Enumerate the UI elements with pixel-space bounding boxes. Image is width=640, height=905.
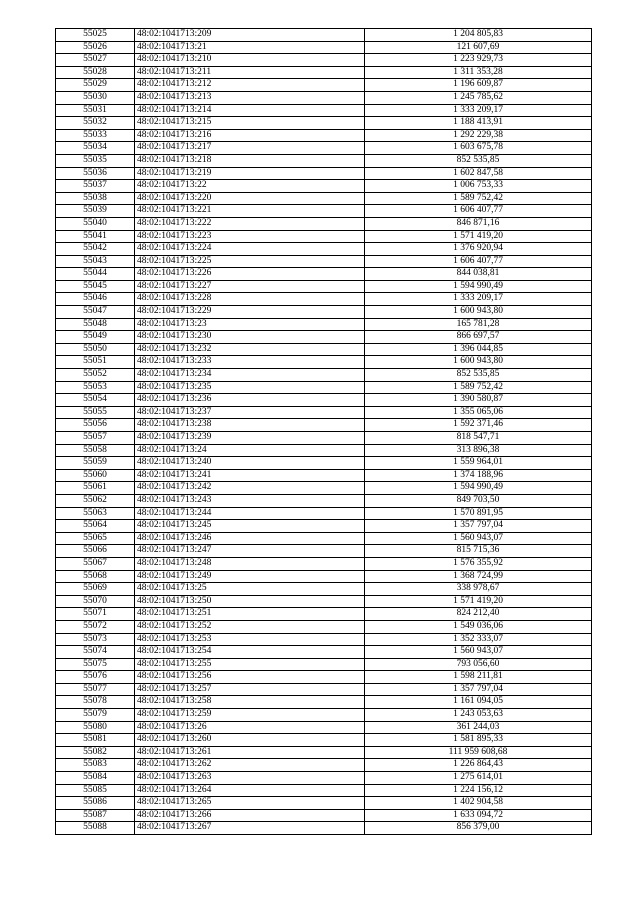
cadastral-number-cell: 48:02:1041713:244 bbox=[135, 507, 365, 520]
table-row bbox=[56, 230, 592, 243]
cadastral-value-cell: 1 603 675,78 bbox=[365, 142, 592, 155]
row-number-cell: 55047 bbox=[56, 306, 135, 319]
cadastral-number-cell: 48:02:1041713:229 bbox=[135, 306, 365, 319]
cadastral-value-cell: 1 357 797,04 bbox=[365, 683, 592, 696]
cadastral-number-cell: 48:02:1041713:265 bbox=[135, 797, 365, 810]
cadastral-value-cell: 1 592 371,46 bbox=[365, 419, 592, 432]
row-number-cell: 55034 bbox=[56, 142, 135, 155]
cadastral-number-cell: 48:02:1041713:241 bbox=[135, 469, 365, 482]
table-row bbox=[56, 318, 592, 331]
cadastral-number-cell: 48:02:1041713:246 bbox=[135, 532, 365, 545]
row-number-cell: 55082 bbox=[56, 746, 135, 759]
cadastral-value-cell: 1 606 407,77 bbox=[365, 255, 592, 268]
cadastral-value-cell: 1 560 943,07 bbox=[365, 646, 592, 659]
row-number-cell: 55039 bbox=[56, 205, 135, 218]
row-number-cell: 55085 bbox=[56, 784, 135, 797]
row-number-cell: 55027 bbox=[56, 54, 135, 67]
cadastral-number-cell: 48:02:1041713:211 bbox=[135, 66, 365, 79]
cadastral-value-cell: 165 781,28 bbox=[365, 318, 592, 331]
row-number-cell: 55060 bbox=[56, 469, 135, 482]
table-row bbox=[56, 721, 592, 734]
cadastral-number-cell: 48:02:1041713:243 bbox=[135, 494, 365, 507]
row-number-cell: 55035 bbox=[56, 154, 135, 167]
cadastral-value-cell: 793 056,60 bbox=[365, 658, 592, 671]
row-number-cell: 55073 bbox=[56, 633, 135, 646]
cadastral-value-cell: 1 606 407,77 bbox=[365, 205, 592, 218]
cadastral-number-cell: 48:02:1041713:252 bbox=[135, 620, 365, 633]
table-row bbox=[56, 280, 592, 293]
row-number-cell: 55077 bbox=[56, 683, 135, 696]
row-number-cell: 55062 bbox=[56, 494, 135, 507]
cadastral-number-cell: 48:02:1041713:232 bbox=[135, 343, 365, 356]
row-number-cell: 55029 bbox=[56, 79, 135, 92]
row-number-cell: 55059 bbox=[56, 457, 135, 470]
table-row bbox=[56, 117, 592, 130]
cadastral-number-cell: 48:02:1041713:264 bbox=[135, 784, 365, 797]
table-row bbox=[56, 633, 592, 646]
row-number-cell: 55052 bbox=[56, 369, 135, 382]
table-row bbox=[56, 671, 592, 684]
row-number-cell: 55033 bbox=[56, 129, 135, 142]
cadastral-value-cell: 1 549 036,06 bbox=[365, 620, 592, 633]
cadastral-value-cell: 1 602 847,58 bbox=[365, 167, 592, 180]
row-number-cell: 55038 bbox=[56, 192, 135, 205]
cadastral-value-cell: 1 571 419,20 bbox=[365, 595, 592, 608]
row-number-cell: 55067 bbox=[56, 557, 135, 570]
table-row bbox=[56, 369, 592, 382]
table-row bbox=[56, 482, 592, 495]
cadastral-value-cell: 1 594 990,49 bbox=[365, 280, 592, 293]
cadastral-value-cell: 1 204 805,83 bbox=[365, 29, 592, 42]
cadastral-number-cell: 48:02:1041713:26 bbox=[135, 721, 365, 734]
row-number-cell: 55086 bbox=[56, 797, 135, 810]
cadastral-number-cell: 48:02:1041713:212 bbox=[135, 79, 365, 92]
cadastral-value-cell: 1 006 753,33 bbox=[365, 180, 592, 193]
row-number-cell: 55036 bbox=[56, 167, 135, 180]
table-row bbox=[56, 570, 592, 583]
cadastral-value-cell: 1 188 413,91 bbox=[365, 117, 592, 130]
cadastral-value-cell: 338 978,67 bbox=[365, 583, 592, 596]
row-number-cell: 55045 bbox=[56, 280, 135, 293]
cadastral-value-cell: 1 560 943,07 bbox=[365, 532, 592, 545]
row-number-cell: 55075 bbox=[56, 658, 135, 671]
cadastral-value-cell: 111 959 608,68 bbox=[365, 746, 592, 759]
row-number-cell: 55083 bbox=[56, 759, 135, 772]
table-row bbox=[56, 646, 592, 659]
table-row bbox=[56, 557, 592, 570]
table-row bbox=[56, 507, 592, 520]
cadastral-value-cell: 852 535,85 bbox=[365, 369, 592, 382]
cadastral-value-cell: 1 571 419,20 bbox=[365, 230, 592, 243]
row-number-cell: 55069 bbox=[56, 583, 135, 596]
table-row bbox=[56, 709, 592, 722]
cadastral-number-cell: 48:02:1041713:256 bbox=[135, 671, 365, 684]
table-row bbox=[56, 293, 592, 306]
row-number-cell: 55070 bbox=[56, 595, 135, 608]
table-row bbox=[56, 658, 592, 671]
cadastral-number-cell: 48:02:1041713:216 bbox=[135, 129, 365, 142]
row-number-cell: 55032 bbox=[56, 117, 135, 130]
table-row bbox=[56, 79, 592, 92]
table-row bbox=[56, 696, 592, 709]
table-row bbox=[56, 29, 592, 42]
cadastral-number-cell: 48:02:1041713:228 bbox=[135, 293, 365, 306]
cadastral-value-cell: 1 570 891,95 bbox=[365, 507, 592, 520]
cadastral-value-cell: 361 244,03 bbox=[365, 721, 592, 734]
cadastral-number-cell: 48:02:1041713:240 bbox=[135, 457, 365, 470]
row-number-cell: 55061 bbox=[56, 482, 135, 495]
cadastral-value-cell: 1 600 943,80 bbox=[365, 356, 592, 369]
row-number-cell: 55064 bbox=[56, 520, 135, 533]
cadastral-value-cell: 1 161 094,05 bbox=[365, 696, 592, 709]
table-row bbox=[56, 583, 592, 596]
row-number-cell: 55068 bbox=[56, 570, 135, 583]
cadastral-value-cell: 844 038,81 bbox=[365, 268, 592, 281]
cadastral-number-cell: 48:02:1041713:24 bbox=[135, 444, 365, 457]
table-row bbox=[56, 243, 592, 256]
cadastral-value-cell: 1 196 609,87 bbox=[365, 79, 592, 92]
cadastral-number-cell: 48:02:1041713:223 bbox=[135, 230, 365, 243]
cadastral-number-cell: 48:02:1041713:249 bbox=[135, 570, 365, 583]
cadastral-number-cell: 48:02:1041713:214 bbox=[135, 104, 365, 117]
row-number-cell: 55066 bbox=[56, 545, 135, 558]
cadastral-number-cell: 48:02:1041713:258 bbox=[135, 696, 365, 709]
cadastral-number-cell: 48:02:1041713:224 bbox=[135, 243, 365, 256]
row-number-cell: 55078 bbox=[56, 696, 135, 709]
cadastral-number-cell: 48:02:1041713:221 bbox=[135, 205, 365, 218]
cadastral-number-cell: 48:02:1041713:230 bbox=[135, 331, 365, 344]
cadastral-number-cell: 48:02:1041713:215 bbox=[135, 117, 365, 130]
row-number-cell: 55063 bbox=[56, 507, 135, 520]
cadastral-value-table bbox=[55, 28, 592, 835]
cadastral-value-cell: 1 598 211,81 bbox=[365, 671, 592, 684]
cadastral-number-cell: 48:02:1041713:261 bbox=[135, 746, 365, 759]
cadastral-number-cell: 48:02:1041713:257 bbox=[135, 683, 365, 696]
cadastral-value-cell: 1 559 964,01 bbox=[365, 457, 592, 470]
row-number-cell: 55074 bbox=[56, 646, 135, 659]
cadastral-number-cell: 48:02:1041713:239 bbox=[135, 432, 365, 445]
row-number-cell: 55072 bbox=[56, 620, 135, 633]
cadastral-value-cell: 1 352 333,07 bbox=[365, 633, 592, 646]
table-row bbox=[56, 545, 592, 558]
cadastral-value-cell: 818 547,71 bbox=[365, 432, 592, 445]
table-row bbox=[56, 66, 592, 79]
cadastral-number-cell: 48:02:1041713:247 bbox=[135, 545, 365, 558]
table-row bbox=[56, 797, 592, 810]
cadastral-number-cell: 48:02:1041713:248 bbox=[135, 557, 365, 570]
cadastral-number-cell: 48:02:1041713:263 bbox=[135, 772, 365, 785]
cadastral-number-cell: 48:02:1041713:254 bbox=[135, 646, 365, 659]
row-number-cell: 55050 bbox=[56, 343, 135, 356]
cadastral-value-cell: 1 333 209,17 bbox=[365, 104, 592, 117]
cadastral-value-cell: 1 633 094,72 bbox=[365, 809, 592, 822]
table-row bbox=[56, 306, 592, 319]
cadastral-value-cell: 1 589 752,42 bbox=[365, 381, 592, 394]
table-row bbox=[56, 746, 592, 759]
cadastral-number-cell: 48:02:1041713:259 bbox=[135, 709, 365, 722]
table-row bbox=[56, 167, 592, 180]
cadastral-number-cell: 48:02:1041713:21 bbox=[135, 41, 365, 54]
cadastral-value-cell: 121 607,69 bbox=[365, 41, 592, 54]
cadastral-value-cell: 1 390 580,87 bbox=[365, 394, 592, 407]
table-row bbox=[56, 255, 592, 268]
row-number-cell: 55079 bbox=[56, 709, 135, 722]
cadastral-number-cell: 48:02:1041713:237 bbox=[135, 406, 365, 419]
cadastral-number-cell: 48:02:1041713:233 bbox=[135, 356, 365, 369]
cadastral-value-cell: 1 357 797,04 bbox=[365, 520, 592, 533]
cadastral-number-cell: 48:02:1041713:266 bbox=[135, 809, 365, 822]
cadastral-value-cell: 1 576 355,92 bbox=[365, 557, 592, 570]
table-row bbox=[56, 91, 592, 104]
table-row bbox=[56, 683, 592, 696]
cadastral-number-cell: 48:02:1041713:25 bbox=[135, 583, 365, 596]
row-number-cell: 55087 bbox=[56, 809, 135, 822]
table-row bbox=[56, 759, 592, 772]
table-row bbox=[56, 432, 592, 445]
table-row bbox=[56, 406, 592, 419]
cadastral-value-cell: 1 245 785,62 bbox=[365, 91, 592, 104]
cadastral-value-cell: 856 379,00 bbox=[365, 822, 592, 835]
row-number-cell: 55028 bbox=[56, 66, 135, 79]
table-row bbox=[56, 104, 592, 117]
cadastral-number-cell: 48:02:1041713:250 bbox=[135, 595, 365, 608]
table-row bbox=[56, 469, 592, 482]
cadastral-value-cell: 1 581 895,33 bbox=[365, 734, 592, 747]
row-number-cell: 55081 bbox=[56, 734, 135, 747]
row-number-cell: 55080 bbox=[56, 721, 135, 734]
cadastral-number-cell: 48:02:1041713:255 bbox=[135, 658, 365, 671]
table-body bbox=[56, 29, 592, 835]
row-number-cell: 55055 bbox=[56, 406, 135, 419]
cadastral-value-cell: 815 715,36 bbox=[365, 545, 592, 558]
cadastral-value-cell: 1 402 904,58 bbox=[365, 797, 592, 810]
row-number-cell: 55026 bbox=[56, 41, 135, 54]
row-number-cell: 55053 bbox=[56, 381, 135, 394]
table-row bbox=[56, 394, 592, 407]
row-number-cell: 55037 bbox=[56, 180, 135, 193]
table-row bbox=[56, 343, 592, 356]
row-number-cell: 55042 bbox=[56, 243, 135, 256]
table-row bbox=[56, 129, 592, 142]
row-number-cell: 55040 bbox=[56, 217, 135, 230]
table-row bbox=[56, 784, 592, 797]
table-row bbox=[56, 54, 592, 67]
table-row bbox=[56, 217, 592, 230]
table-row bbox=[56, 620, 592, 633]
cadastral-value-cell: 1 589 752,42 bbox=[365, 192, 592, 205]
cadastral-value-cell: 1 396 044,85 bbox=[365, 343, 592, 356]
table-row bbox=[56, 381, 592, 394]
row-number-cell: 55044 bbox=[56, 268, 135, 281]
cadastral-value-cell: 1 594 990,49 bbox=[365, 482, 592, 495]
cadastral-number-cell: 48:02:1041713:222 bbox=[135, 217, 365, 230]
table-row bbox=[56, 192, 592, 205]
row-number-cell: 55051 bbox=[56, 356, 135, 369]
table-row bbox=[56, 822, 592, 835]
cadastral-number-cell: 48:02:1041713:217 bbox=[135, 142, 365, 155]
row-number-cell: 55031 bbox=[56, 104, 135, 117]
row-number-cell: 55054 bbox=[56, 394, 135, 407]
cadastral-number-cell: 48:02:1041713:267 bbox=[135, 822, 365, 835]
cadastral-number-cell: 48:02:1041713:213 bbox=[135, 91, 365, 104]
cadastral-number-cell: 48:02:1041713:236 bbox=[135, 394, 365, 407]
cadastral-number-cell: 48:02:1041713:245 bbox=[135, 520, 365, 533]
table-row bbox=[56, 520, 592, 533]
cadastral-number-cell: 48:02:1041713:251 bbox=[135, 608, 365, 621]
cadastral-number-cell: 48:02:1041713:227 bbox=[135, 280, 365, 293]
table-row bbox=[56, 532, 592, 545]
cadastral-number-cell: 48:02:1041713:210 bbox=[135, 54, 365, 67]
cadastral-value-cell: 1 223 929,73 bbox=[365, 54, 592, 67]
row-number-cell: 55046 bbox=[56, 293, 135, 306]
cadastral-number-cell: 48:02:1041713:238 bbox=[135, 419, 365, 432]
cadastral-value-cell: 1 311 353,28 bbox=[365, 66, 592, 79]
cadastral-number-cell: 48:02:1041713:234 bbox=[135, 369, 365, 382]
cadastral-number-cell: 48:02:1041713:220 bbox=[135, 192, 365, 205]
cadastral-value-cell: 1 374 188,96 bbox=[365, 469, 592, 482]
row-number-cell: 55088 bbox=[56, 822, 135, 835]
row-number-cell: 55076 bbox=[56, 671, 135, 684]
table-row bbox=[56, 608, 592, 621]
table-row bbox=[56, 772, 592, 785]
table-row bbox=[56, 444, 592, 457]
row-number-cell: 55065 bbox=[56, 532, 135, 545]
table-row bbox=[56, 142, 592, 155]
cadastral-value-cell: 1 376 920,94 bbox=[365, 243, 592, 256]
cadastral-value-cell: 866 697,57 bbox=[365, 331, 592, 344]
cadastral-value-cell: 1 368 724,99 bbox=[365, 570, 592, 583]
row-number-cell: 55048 bbox=[56, 318, 135, 331]
cadastral-number-cell: 48:02:1041713:226 bbox=[135, 268, 365, 281]
row-number-cell: 55049 bbox=[56, 331, 135, 344]
cadastral-number-cell: 48:02:1041713:253 bbox=[135, 633, 365, 646]
table-row bbox=[56, 180, 592, 193]
cadastral-value-cell: 1 275 614,01 bbox=[365, 772, 592, 785]
cadastral-value-cell: 824 212,40 bbox=[365, 608, 592, 621]
cadastral-number-cell: 48:02:1041713:262 bbox=[135, 759, 365, 772]
cadastral-value-cell: 1 243 053,63 bbox=[365, 709, 592, 722]
table-row bbox=[56, 419, 592, 432]
row-number-cell: 55057 bbox=[56, 432, 135, 445]
table-row bbox=[56, 331, 592, 344]
cadastral-number-cell: 48:02:1041713:218 bbox=[135, 154, 365, 167]
row-number-cell: 55058 bbox=[56, 444, 135, 457]
row-number-cell: 55056 bbox=[56, 419, 135, 432]
cadastral-value-cell: 1 224 156,12 bbox=[365, 784, 592, 797]
table-row bbox=[56, 734, 592, 747]
cadastral-number-cell: 48:02:1041713:260 bbox=[135, 734, 365, 747]
cadastral-value-cell: 846 871,16 bbox=[365, 217, 592, 230]
table-row bbox=[56, 457, 592, 470]
table-row bbox=[56, 41, 592, 54]
cadastral-value-cell: 313 896,38 bbox=[365, 444, 592, 457]
cadastral-value-cell: 1 292 229,38 bbox=[365, 129, 592, 142]
cadastral-number-cell: 48:02:1041713:219 bbox=[135, 167, 365, 180]
table-row bbox=[56, 154, 592, 167]
row-number-cell: 55084 bbox=[56, 772, 135, 785]
row-number-cell: 55041 bbox=[56, 230, 135, 243]
cadastral-value-cell: 1 600 943,80 bbox=[365, 306, 592, 319]
cadastral-number-cell: 48:02:1041713:209 bbox=[135, 29, 365, 42]
table-row bbox=[56, 356, 592, 369]
row-number-cell: 55043 bbox=[56, 255, 135, 268]
row-number-cell: 55030 bbox=[56, 91, 135, 104]
row-number-cell: 55071 bbox=[56, 608, 135, 621]
cadastral-value-cell: 1 355 065,06 bbox=[365, 406, 592, 419]
cadastral-number-cell: 48:02:1041713:22 bbox=[135, 180, 365, 193]
cadastral-number-cell: 48:02:1041713:225 bbox=[135, 255, 365, 268]
cadastral-value-cell: 852 535,85 bbox=[365, 154, 592, 167]
row-number-cell: 55025 bbox=[56, 29, 135, 42]
table-row bbox=[56, 205, 592, 218]
cadastral-number-cell: 48:02:1041713:235 bbox=[135, 381, 365, 394]
table-row bbox=[56, 809, 592, 822]
table-row bbox=[56, 494, 592, 507]
cadastral-number-cell: 48:02:1041713:23 bbox=[135, 318, 365, 331]
table-row bbox=[56, 268, 592, 281]
cadastral-number-cell: 48:02:1041713:242 bbox=[135, 482, 365, 495]
cadastral-value-cell: 1 333 209,17 bbox=[365, 293, 592, 306]
cadastral-value-cell: 1 226 864,43 bbox=[365, 759, 592, 772]
cadastral-value-cell: 849 703,50 bbox=[365, 494, 592, 507]
table-row bbox=[56, 595, 592, 608]
